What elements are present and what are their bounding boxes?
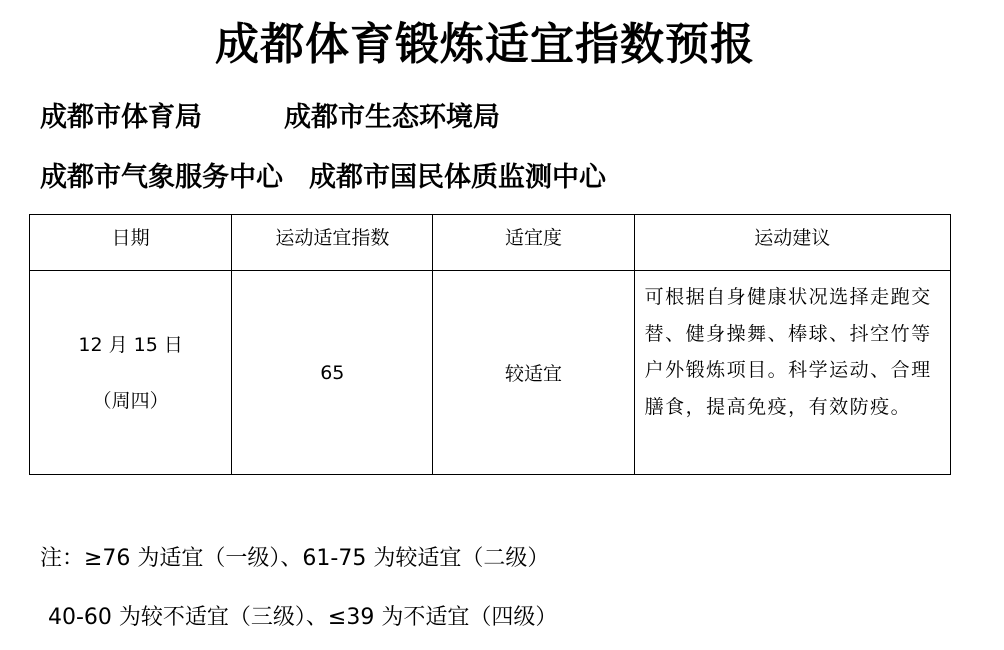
page-title: 成都体育锻炼适宜指数预报 (215, 19, 755, 70)
organization-sports-bureau: 成都市体育局 (40, 102, 202, 133)
weekday-value: （周四） (92, 389, 169, 412)
organization-meteorological-center: 成都市气象服务中心 (40, 162, 283, 193)
header-advice: 运动建议 (634, 215, 950, 271)
header-level: 适宜度 (433, 215, 634, 271)
organization-environment-bureau: 成都市生态环境局 (284, 102, 500, 133)
table-header-row (30, 215, 951, 271)
organization-fitness-monitoring-center: 成都市国民体质监测中心 (309, 162, 606, 193)
note-line-2: 40-60 为较不适宜（三级）、≤39 为不适宜（四级） (48, 605, 558, 630)
level-cell: 较适宜 (433, 271, 634, 475)
header-index: 运动适宜指数 (232, 215, 433, 271)
forecast-table (29, 214, 951, 475)
organizations-line-1 (40, 95, 500, 134)
table-row (30, 271, 951, 475)
date-cell (30, 271, 232, 475)
date-value: 12 月 15 日 (78, 333, 183, 356)
advice-cell: 可根据自身健康状况选择走跑交替、健身操舞、棒球、抖空竹等户外锻炼项目。科学运动、合理膳食，提高免疫，有效防疫。 (634, 271, 950, 475)
header-date: 日期 (30, 215, 232, 271)
organizations-line-2 (40, 155, 606, 194)
index-cell: 65 (232, 271, 433, 475)
note-line-1: 注：≥76 为适宜（一级）、61-75 为较适宜（二级） (40, 546, 550, 571)
